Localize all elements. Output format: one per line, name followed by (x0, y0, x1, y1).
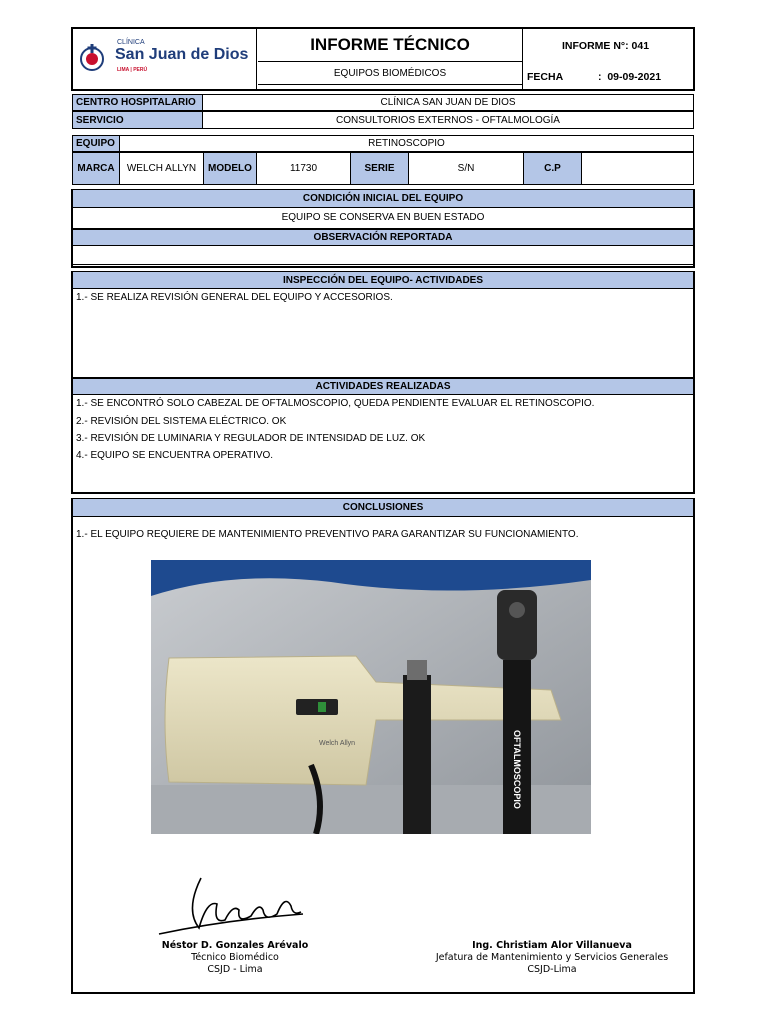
activity-item: 2.- REVISIÓN DEL SISTEMA ELÉCTRICO. OK (76, 416, 287, 427)
condition-text: EQUIPO SE CONSERVA EN BUEN ESTADO (281, 211, 485, 223)
inspection-title: INSPECCIÓN DEL EQUIPO- ACTIVIDADES (73, 272, 693, 289)
left-signer-role: Técnico Biomédico (191, 952, 279, 963)
brand-label: MARCA (72, 152, 120, 185)
activities-title: ACTIVIDADES REALIZADAS (73, 377, 693, 395)
activities-body (73, 395, 693, 492)
serial-value: S/N (408, 152, 524, 185)
equipment-value: RETINOSCOPIO (119, 135, 694, 152)
right-signature-block (420, 940, 684, 976)
report-subtitle: EQUIPOS BIOMÉDICOS (258, 61, 522, 85)
right-signer-org: CSJD-Lima (527, 964, 577, 975)
observation-title: OBSERVACIÓN REPORTADA (73, 228, 693, 246)
report-number-value: 041 (631, 40, 650, 52)
photo-brand-text: Welch Allyn (319, 740, 356, 747)
right-signer-role: Jefatura de Mantenimiento y Servicios Generales (435, 952, 669, 963)
activity-item: 1.- SE ENCONTRÓ SOLO CABEZAL DE OFTALMOSCOPIO, QUEDA PENDIENTE EVALUAR EL RETINOSCOPIO. (76, 398, 595, 409)
service-label: SERVICIO (72, 111, 203, 129)
logo-city: LIMA | PERÚ (117, 67, 148, 73)
right-signer-name: Ing. Christiam Alor Villanueva (472, 940, 632, 951)
conclusions-title: CONCLUSIONES (73, 499, 693, 517)
clinic-logo (73, 29, 257, 89)
logo-name: San Juan de Dios (115, 46, 249, 63)
hospital-value: CLÍNICA SAN JUAN DE DIOS (202, 94, 694, 111)
conclusion-item: 1.- EL EQUIPO REQUIERE DE MANTENIMIENTO PREVENTIVO PARA GARANTIZAR SU FUNCIONAMIENTO. (76, 529, 579, 540)
date-label: FECHA (527, 71, 564, 83)
report-number-label (562, 40, 649, 52)
header-right-divider (522, 29, 523, 89)
inspection-body (73, 289, 693, 377)
logo-small-text: CLÍNICA (117, 39, 145, 46)
date-value: : 09-09-2021 (598, 71, 662, 83)
left-signer-name: Néstor D. Gonzales Arévalo (161, 940, 309, 951)
photo-handle-label: OFTALMOSCOPIO (512, 730, 522, 809)
service-value: CONSULTORIOS EXTERNOS - OFTALMOLOGÍA (202, 111, 694, 129)
equipment-label: EQUIPO (72, 135, 120, 152)
activity-item: 4.- EQUIPO SE ENCUENTRA OPERATIVO. (76, 450, 274, 461)
left-signer-org: CSJD - Lima (207, 964, 263, 975)
equipment-photo (151, 560, 591, 834)
model-label: MODELO (203, 152, 257, 185)
hospital-label: CENTRO HOSPITALARIO (72, 94, 203, 111)
serial-label: SERIE (350, 152, 409, 185)
activity-item: 3.- REVISIÓN DE LUMINARIA Y REGULADOR DE INTENSIDAD DE LUZ. OK (76, 433, 426, 444)
cp-value (581, 152, 694, 185)
model-value: 11730 (256, 152, 351, 185)
report-number-label-text: INFORME N°: (562, 40, 629, 52)
brand-value: WELCH ALLYN (119, 152, 204, 185)
left-signature-block (140, 940, 330, 976)
report-title: INFORME TÉCNICO (310, 35, 470, 54)
clinic-emblem-icon (77, 42, 107, 72)
cp-label: C.P (523, 152, 582, 185)
signature-mark (155, 870, 305, 940)
observation-text (73, 246, 693, 265)
inspection-item: 1.- SE REALIZA REVISIÓN GENERAL DEL EQUIPO Y ACCESORIOS. (76, 292, 393, 303)
condition-title: CONDICIÓN INICIAL DEL EQUIPO (73, 190, 693, 208)
